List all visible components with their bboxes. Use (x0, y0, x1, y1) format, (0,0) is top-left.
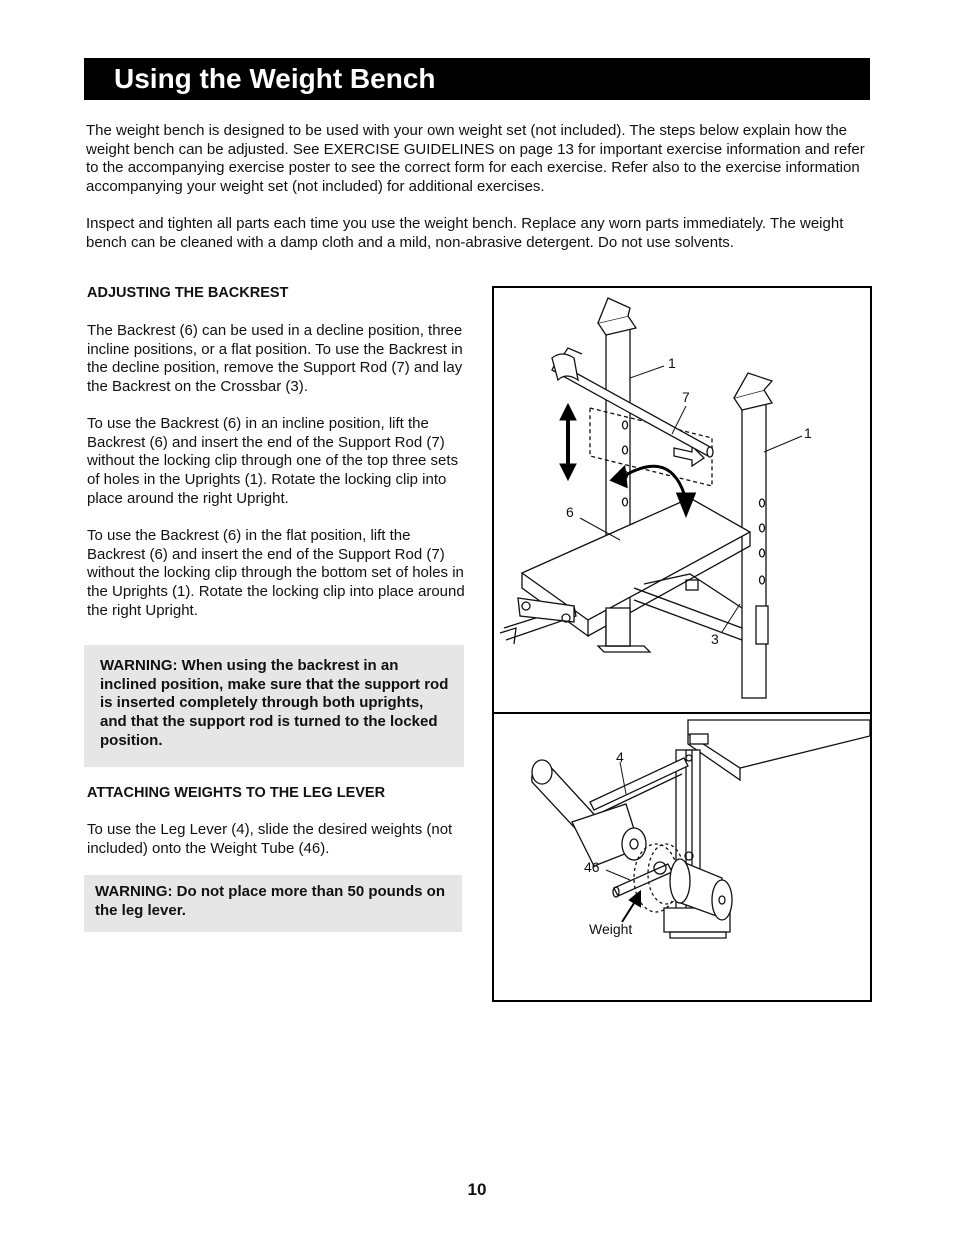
vertical-double-arrow (560, 404, 576, 480)
intro-paragraph-2: Inspect and tighten all parts each time you use the weight bench. Replace any worn parts immediately. The weight bench can be cleaned with a damp cloth and a mild, non-abrasive detergent. Do not use solvents. (86, 215, 844, 251)
backrest-pad (522, 498, 750, 620)
page-title: Using the Weight Bench (114, 63, 436, 94)
backrest-paragraph-3: To use the Backrest (6) in the flat position, lift the Backrest (6) and insert the end of the Support Rod (7) without the locking clip through the bottom set of holes in the Uprights (1). Rotate the locking clip into place around the right Upright. (87, 527, 465, 619)
callout-leg-lever: 4 (616, 749, 624, 765)
backrest-paragraph-2: To use the Backrest (6) in an incline position, lift the Backrest (6) and insert the end of the Support Rod (7) without the locking clip through one of the top three sets of holes in the Uprights (1). Rotate the locking clip into place around the right Upright. (87, 415, 459, 507)
intro-paragraph-1: The weight bench is designed to be used with your own weight set (not included). The steps below explain how the weight bench can be adjusted. See EXERCISE GUIDELINES on page 13 for important exercise information and refer to the accompanying exercise poster to see the correct form for each exercise. Refer also to the exercise information accompanying your weight set (not included) for additional exercises. (86, 122, 865, 196)
bench-top-drawing (500, 298, 772, 698)
backrest-heading: ADJUSTING THE BACKREST (87, 285, 289, 301)
right-upright (742, 403, 766, 698)
leg-lever-heading: ATTACHING WEIGHTS TO THE LEG LEVER (87, 785, 386, 801)
callout-support-rod: 7 (682, 389, 690, 405)
leg-lever-paragraph: To use the Leg Lever (4), slide the desired weights (not included) onto the Weight Tube (46). (87, 821, 453, 857)
leg-lever-drawing (532, 720, 870, 938)
locking-clip (552, 354, 578, 380)
assembly-figure (492, 286, 872, 1002)
backrest-warning-box (84, 645, 464, 767)
leg-lever-warning-text: WARNING: Do not place more than 50 pounds on the leg lever. (95, 883, 446, 919)
backrest-warning-text: WARNING: When using the backrest in an inclined position, make sure that the support rod is inserted completely through both uprights, and that the support rod is turned to the locked position. (100, 657, 449, 749)
leg-lever-warning-box (84, 875, 462, 932)
assembly-illustration (494, 288, 870, 1000)
callout-upright-right: 1 (804, 425, 812, 441)
page-number: 10 (467, 1180, 487, 1199)
callout-backrest: 6 (566, 504, 574, 520)
weight-tube (614, 864, 672, 896)
callout-crossbar: 3 (711, 631, 719, 647)
callout-weight-tube: 46 (584, 859, 600, 875)
backrest-paragraph-1: The Backrest (6) can be used in a decline position, three incline positions, or a flat position. To use the Backrest in the decline position, remove the Support Rod (7) and lay the Backrest on the Crossbar (3). (87, 322, 463, 396)
callout-upright-left: 1 (668, 355, 676, 371)
weight-pointer-arrow (622, 892, 640, 922)
callout-weight: Weight (589, 921, 633, 937)
title-bar (84, 58, 870, 100)
